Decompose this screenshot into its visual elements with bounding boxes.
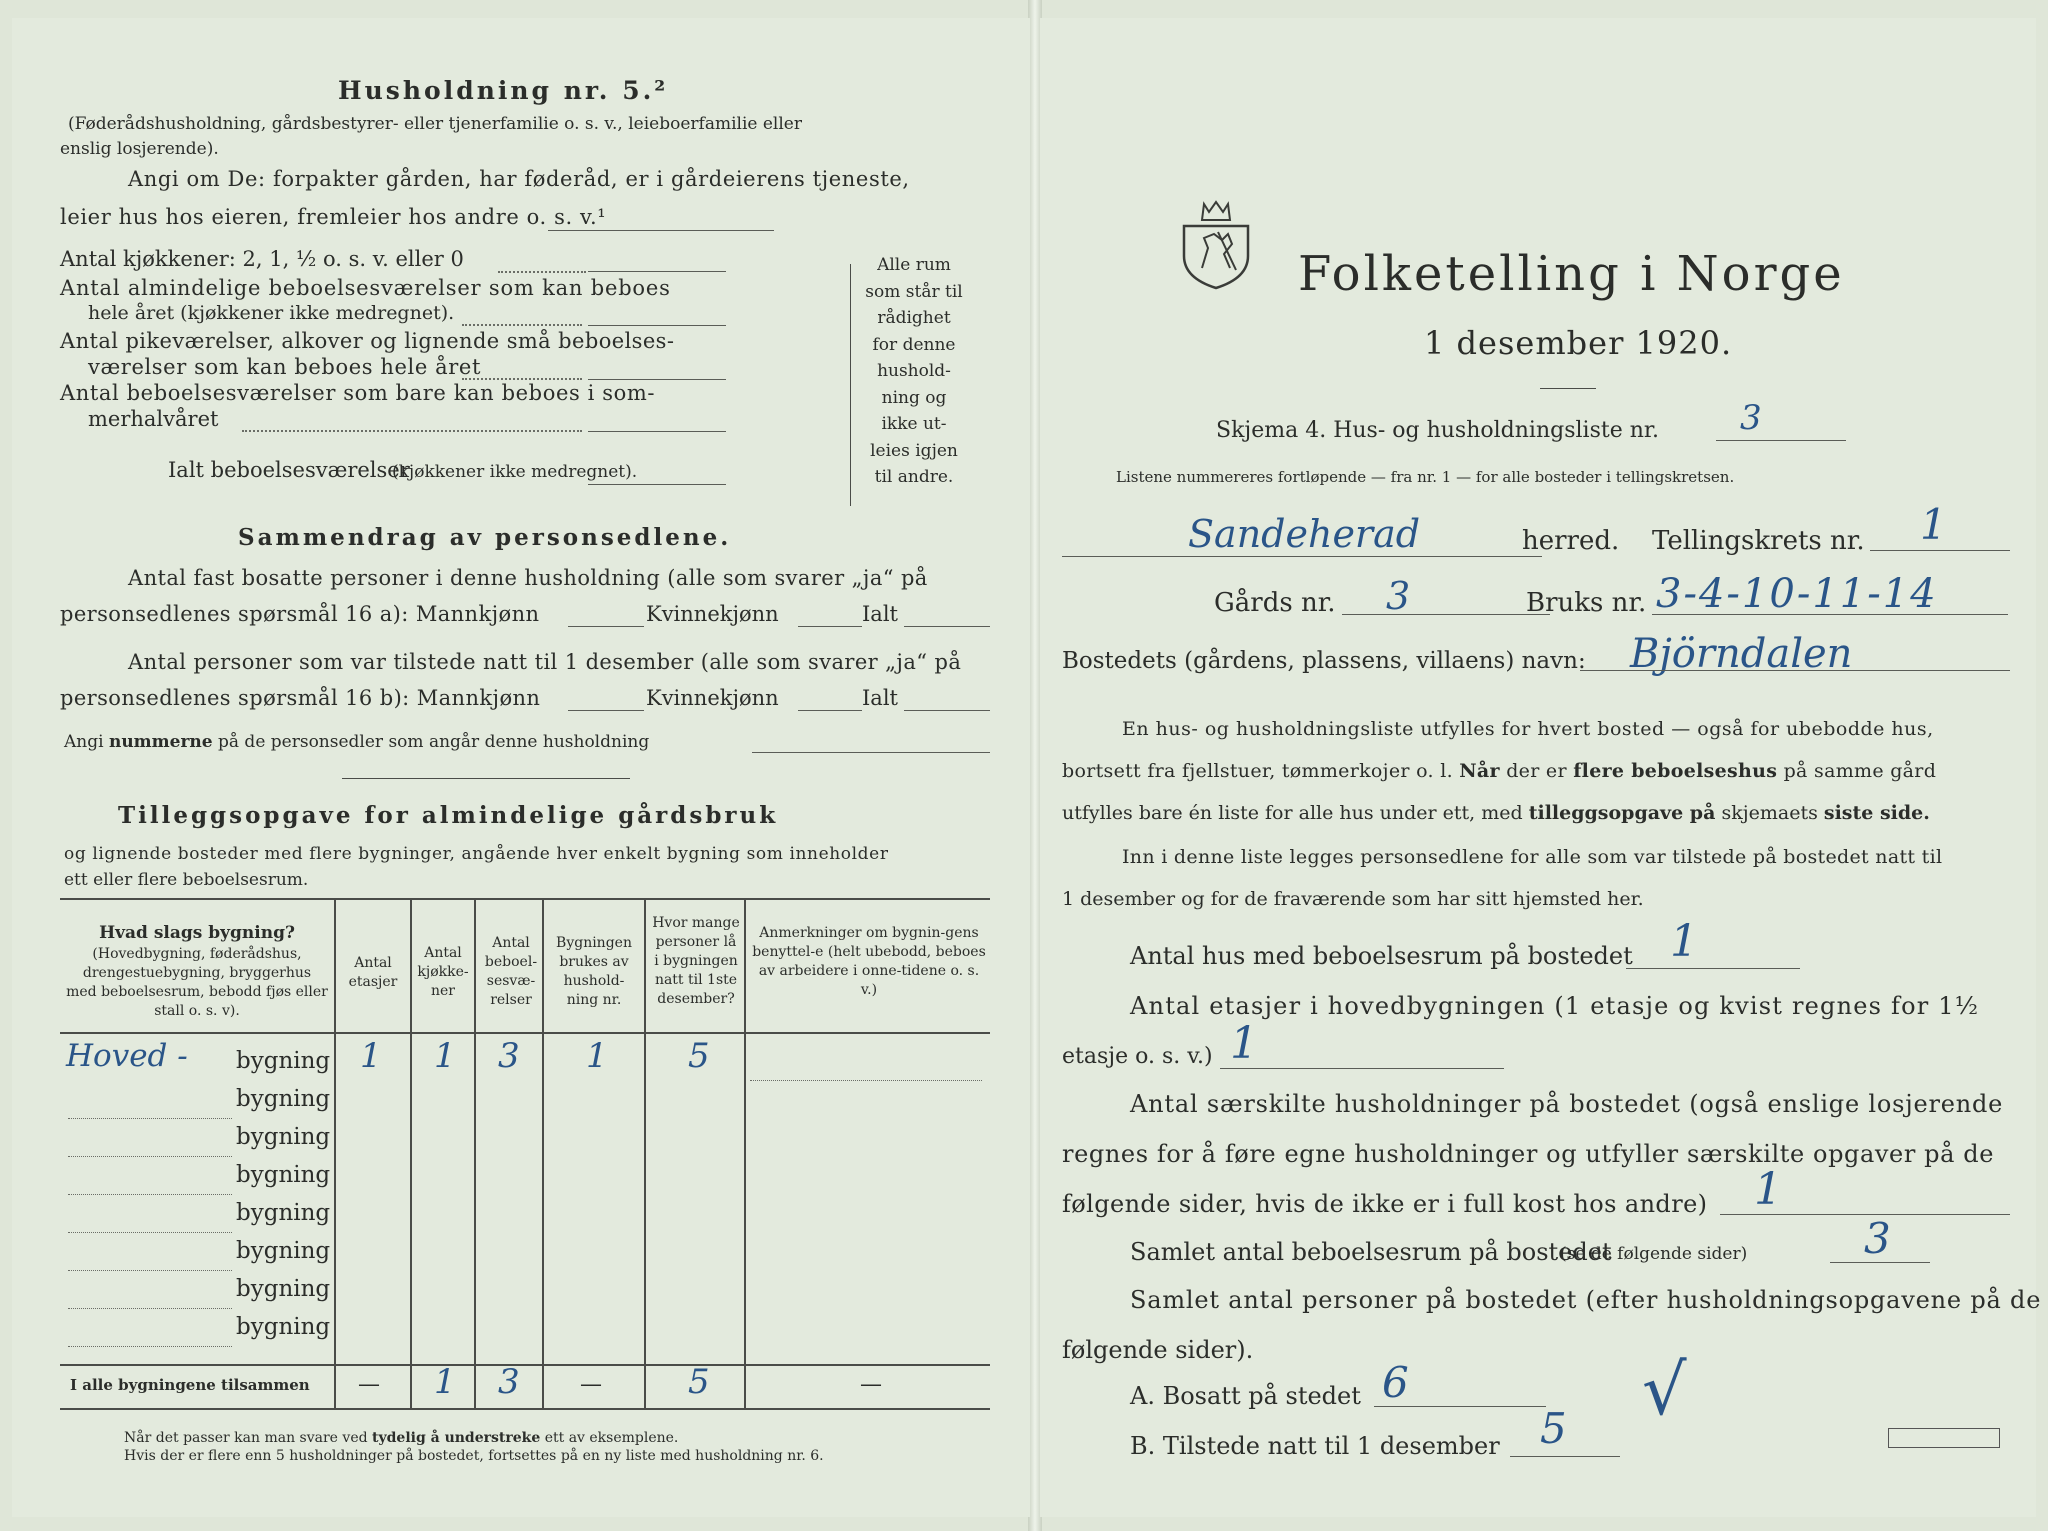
summary-1-total-line bbox=[904, 626, 990, 627]
footnote-1-post: ett av eksemplene. bbox=[544, 1430, 679, 1446]
totals-used-by: — bbox=[580, 1372, 602, 1397]
herred-value: Sandeherad bbox=[1188, 512, 1421, 556]
totals-remarks: — bbox=[860, 1372, 882, 1397]
krets-label: Tellingskrets nr. bbox=[1652, 526, 1865, 556]
rooms-total-right-answer-line bbox=[1830, 1262, 1930, 1263]
row-building-line bbox=[68, 1156, 232, 1157]
bosted-value: Björndalen bbox=[1630, 631, 1853, 677]
numbers-rest: på de personsedler som angår denne husholdning bbox=[218, 732, 650, 752]
table-col-border bbox=[334, 898, 336, 1408]
numbers-line bbox=[64, 732, 649, 752]
summary-2-line-2: personsedlenes spørsmål 16 b): Mannkjønn bbox=[60, 686, 541, 710]
coat-of-arms-icon bbox=[1178, 198, 1254, 290]
totals-floors: — bbox=[358, 1372, 380, 1397]
row-building-line bbox=[68, 1308, 232, 1309]
krets-value: 1 bbox=[1920, 500, 1947, 549]
row-building-line bbox=[68, 1346, 232, 1347]
summary-title: Sammendrag av personsedlene. bbox=[238, 524, 732, 551]
numbers-prefix: Angi bbox=[64, 732, 104, 752]
bruks-value: 3-4-10-11-14 bbox=[1656, 571, 1938, 617]
summary-2-line-1: Antal personer som var tilstede natt til 1 desember (alle som svarer „ja“ på bbox=[128, 650, 962, 674]
row-building-handwritten: Hoved - bbox=[66, 1038, 188, 1074]
angi-answer-line bbox=[548, 230, 774, 231]
present-label: B. Tilstede natt til 1 desember bbox=[1130, 1432, 1500, 1460]
numbers-bold: nummerne bbox=[108, 732, 213, 752]
row-building-line bbox=[68, 1194, 232, 1195]
floors-line-1: Antal etasjer i hovedbygningen (1 etasje og kvist regnes for 1½ bbox=[1130, 992, 1980, 1020]
houses-value: 1 bbox=[1670, 916, 1698, 967]
instruction-2-pre: bortsett fra fjellstuer, tømmerkojer o. l. bbox=[1062, 760, 1453, 782]
row-suffix: bygning bbox=[236, 1124, 331, 1150]
kitchens-dots bbox=[498, 271, 586, 273]
herred-label: herred. bbox=[1522, 526, 1620, 556]
col-header-building-title: Hvad slags bygning? bbox=[99, 923, 295, 943]
row-kitchens: 1 bbox=[434, 1036, 456, 1076]
row-building-line bbox=[68, 1232, 232, 1233]
rooms-c-line-1: Antal beboelsesværelser som bare kan beboes i som- bbox=[60, 381, 656, 405]
rooms-c-answer-line bbox=[588, 431, 726, 432]
table-col-border bbox=[542, 898, 544, 1408]
addendum-line-2: ett eller flere beboelsesrum. bbox=[64, 870, 309, 890]
left-page bbox=[12, 18, 1030, 1517]
instruction-5: 1 desember og for de fraværende som har sitt hjemsted her. bbox=[1062, 888, 1644, 910]
rooms-b-dots bbox=[462, 378, 582, 380]
instruction-2-post: på samme gård bbox=[1783, 760, 1937, 782]
present-value: 5 bbox=[1540, 1404, 1567, 1453]
summary-1-female-line bbox=[798, 626, 862, 627]
household-note-1: (Føderådshusholdning, gårdsbestyrer- eller tjenerfamilie o. s. v., leieboerfamilie eller bbox=[68, 114, 802, 134]
side-note-line: for denne bbox=[872, 334, 956, 355]
rooms-total-answer-line bbox=[588, 484, 726, 485]
check-mark-icon: √ bbox=[1642, 1349, 1687, 1431]
totals-persons: 5 bbox=[688, 1362, 710, 1402]
col-header-floors: Antal etasjer bbox=[348, 955, 398, 990]
row-suffix: bygning bbox=[236, 1314, 331, 1340]
summary-1-female-label: Kvinnekjønn bbox=[646, 602, 779, 626]
households-line-2: regnes for å føre egne husholdninger og utfyller særskilte opgaver på de bbox=[1062, 1140, 1995, 1168]
row-suffix: bygning bbox=[236, 1086, 331, 1112]
households-value: 1 bbox=[1754, 1164, 1782, 1215]
kitchens-answer-line bbox=[588, 271, 726, 272]
right-page bbox=[1040, 18, 2042, 1517]
footnote-1-pre: Når det passer kan man svare ved bbox=[124, 1430, 368, 1446]
table-header-border bbox=[60, 1032, 990, 1034]
footnote-1-bold: tydelig å understreke bbox=[372, 1430, 541, 1446]
row-suffix: bygning bbox=[236, 1238, 331, 1264]
totals-rooms: 3 bbox=[498, 1362, 520, 1402]
addendum-title: Tilleggsopgave for almindelige gårdsbruk bbox=[118, 802, 779, 829]
rooms-b-line-2: værelser som kan beboes hele året bbox=[88, 355, 481, 379]
schema-label: Skjema 4. Hus- og husholdningsliste nr. bbox=[1216, 418, 1659, 443]
listing-note: Listene nummereres fortløpende — fra nr. 1 — for alle bosteder i tellingskretsen. bbox=[1116, 468, 1735, 486]
footnote-2: Hvis der er flere enn 5 husholdninger på bostedet, fortsettes på en ny liste med husholdning nr. 6. bbox=[124, 1448, 824, 1464]
table-totals-border bbox=[60, 1364, 990, 1366]
side-note-line: Alle rum bbox=[877, 255, 951, 275]
table-col-border bbox=[644, 898, 646, 1408]
summary-2-female-line bbox=[798, 710, 862, 711]
schema-value: 3 bbox=[1740, 398, 1762, 438]
summary-2-total-line bbox=[904, 710, 990, 711]
col-header-remarks: Anmerkninger om bygnin-gens benyttel-e (helt ubebodd, beboes av arbeidere i onne-tidene o. s. v.) bbox=[752, 925, 986, 998]
instruction-3 bbox=[1062, 802, 1930, 825]
instruction-3-mid: skjemaets bbox=[1721, 802, 1818, 824]
col-header-rooms: Antal beboel-sesvæ-relser bbox=[484, 935, 538, 1008]
instruction-2 bbox=[1062, 760, 1936, 783]
row-suffix: bygning bbox=[236, 1276, 331, 1302]
addendum-line-1: og lignende bosteder med flere bygninger, angående hver enkelt bygning som inneholder bbox=[64, 844, 889, 864]
rooms-b-line-1: Antal pikeværelser, alkover og lignende små beboelses- bbox=[60, 329, 675, 353]
side-note-line: som står til bbox=[865, 281, 963, 302]
census-title: Folketelling i Norge bbox=[1298, 246, 1845, 302]
summary-1-line-1: Antal fast bosatte personer i denne husholdning (alle som svarer „ja“ på bbox=[128, 566, 928, 590]
row-suffix: bygning bbox=[236, 1162, 331, 1188]
census-date: 1 desember 1920. bbox=[1424, 324, 1733, 362]
rooms-a-answer-line bbox=[588, 325, 726, 326]
instruction-3-bold-1: tilleggsopgave på bbox=[1528, 802, 1716, 824]
side-brace bbox=[850, 264, 851, 506]
col-header-building bbox=[66, 922, 328, 1021]
footnote-1 bbox=[124, 1430, 678, 1447]
section-divider bbox=[342, 778, 630, 779]
side-note-line: ikke ut- bbox=[881, 414, 947, 434]
table-col-border bbox=[410, 898, 412, 1408]
summary-2-female-label: Kvinnekjønn bbox=[646, 686, 779, 710]
present-answer-line bbox=[1510, 1456, 1620, 1457]
floors-line-2: etasje o. s. v.) bbox=[1062, 1044, 1213, 1069]
numbers-answer-line bbox=[752, 752, 990, 753]
floors-value: 1 bbox=[1230, 1018, 1258, 1069]
herred-answer-line bbox=[1062, 556, 1542, 557]
summary-1-line-2: personsedlenes spørsmål 16 a): Mannkjønn bbox=[60, 602, 540, 626]
title-divider bbox=[1540, 388, 1596, 389]
totals-kitchens: 1 bbox=[434, 1362, 456, 1402]
household-note-2: enslig losjerende). bbox=[60, 139, 219, 159]
persons-line-1: Samlet antal personer på bostedet (efter husholdningsopgavene på de bbox=[1130, 1286, 2042, 1314]
col-header-kitchens: Antal kjøkke-ner bbox=[417, 945, 469, 999]
instruction-2-bold-2: flere beboelseshus bbox=[1573, 760, 1778, 782]
rooms-total-right-note: (se de følgende sider) bbox=[1560, 1244, 1748, 1264]
instruction-3-bold-2: siste side. bbox=[1823, 802, 1930, 824]
summary-1-male-line bbox=[568, 626, 644, 627]
side-note-line: ning og bbox=[881, 387, 947, 408]
side-note-line: hushold- bbox=[877, 361, 951, 381]
households-line-3: følgende sider, hvis de ikke er i full kost hos andre) bbox=[1062, 1190, 1708, 1218]
row-used-by: 1 bbox=[586, 1036, 608, 1076]
row-persons: 5 bbox=[688, 1036, 710, 1076]
angi-line-2: leier hus hos eieren, fremleier hos andre o. s. v.¹ bbox=[60, 205, 607, 229]
printer-stamp bbox=[1888, 1428, 2000, 1448]
resident-value: 6 bbox=[1382, 1358, 1409, 1407]
side-note-line: leies igjen bbox=[870, 440, 958, 461]
instruction-2-bold-1: Når bbox=[1459, 760, 1500, 782]
row-suffix: bygning bbox=[236, 1200, 331, 1226]
rooms-c-line-2: merhalvåret bbox=[88, 407, 219, 431]
resident-label: A. Bosatt på stedet bbox=[1130, 1382, 1361, 1410]
side-note-line: til andre. bbox=[874, 467, 954, 487]
rooms-total-right-value: 3 bbox=[1864, 1214, 1891, 1263]
rooms-b-answer-line bbox=[588, 379, 726, 380]
rooms-a-line-1: Antal almindelige beboelsesværelser som kan beboes bbox=[60, 276, 671, 300]
rooms-a-line-2: hele året (kjøkkener ikke medregnet). bbox=[88, 302, 455, 324]
persons-line-2: følgende sider). bbox=[1062, 1336, 1254, 1364]
households-line-1: Antal særskilte husholdninger på bostedet (også enslige losjerende bbox=[1130, 1090, 2004, 1118]
table-col-border bbox=[744, 898, 746, 1408]
row-suffix: bygning bbox=[236, 1048, 331, 1074]
bruks-label: Bruks nr. bbox=[1526, 588, 1647, 618]
rooms-total-right-label: Samlet antal beboelsesrum på bostedet bbox=[1130, 1238, 1612, 1266]
row-rooms: 3 bbox=[498, 1036, 520, 1076]
gards-value: 3 bbox=[1386, 574, 1411, 618]
gards-label: Gårds nr. bbox=[1214, 588, 1336, 618]
instruction-3-pre: utfylles bare én liste for alle hus under ett, med bbox=[1062, 802, 1523, 824]
angi-line-1: Angi om De: forpakter gården, har føderåd, er i gårdeierens tjeneste, bbox=[128, 167, 910, 191]
row-building-line bbox=[68, 1118, 232, 1119]
krets-answer-line bbox=[1870, 550, 2010, 551]
col-header-building-desc: (Hovedbygning, føderådshus, drengestuebygning, bryggerhus med beboelsesrum, bebodd fjøs eller stall o. s. v). bbox=[66, 945, 328, 1019]
row-floors: 1 bbox=[360, 1036, 382, 1076]
table-col-border bbox=[474, 898, 476, 1408]
row-building-line bbox=[68, 1270, 232, 1271]
floors-answer-line bbox=[1220, 1068, 1504, 1069]
summary-2-male-line bbox=[568, 710, 644, 711]
rooms-c-dots bbox=[242, 430, 582, 432]
instruction-4: Inn i denne liste legges personsedlene for alle som var tilstede på bostedet natt til bbox=[1122, 846, 1943, 868]
houses-label: Antal hus med beboelsesrum på bostedet bbox=[1130, 942, 1633, 970]
bosted-label: Bostedets (gårdens, plassens, villaens) navn: bbox=[1062, 648, 1586, 674]
table-top-border bbox=[60, 898, 990, 900]
kitchens-label: Antal kjøkkener: 2, 1, ½ o. s. v. eller 0 bbox=[60, 247, 464, 271]
totals-label: I alle bygningene tilsammen bbox=[70, 1376, 310, 1394]
side-note-line: rådighet bbox=[877, 308, 951, 328]
summary-1-total-label: Ialt bbox=[862, 602, 898, 626]
schema-answer-line bbox=[1716, 440, 1846, 441]
household-title: Husholdning nr. 5.² bbox=[338, 76, 669, 105]
gards-answer-line bbox=[1342, 614, 1550, 615]
rooms-a-dots bbox=[462, 324, 582, 326]
col-header-used-by: Bygningen brukes av hushold-ning nr. bbox=[556, 935, 632, 1008]
rooms-total-note: (kjøkkener ikke medregnet). bbox=[392, 462, 638, 482]
table-bottom-border bbox=[60, 1408, 990, 1410]
bruks-answer-line bbox=[1652, 614, 2008, 615]
summary-2-total-label: Ialt bbox=[862, 686, 898, 710]
rooms-total-label: Ialt beboelsesværelser bbox=[168, 458, 410, 482]
resident-answer-line bbox=[1374, 1406, 1546, 1407]
instruction-1: En hus- og husholdningsliste utfylles for hvert bosted — også for ubebodde hus, bbox=[1122, 718, 1934, 740]
bosted-answer-line bbox=[1580, 670, 2010, 671]
instruction-2-mid: der er bbox=[1506, 760, 1567, 782]
row-remarks-line bbox=[750, 1080, 982, 1081]
side-note bbox=[864, 252, 964, 491]
houses-answer-line bbox=[1626, 968, 1800, 969]
col-header-persons: Hvor mange personer lå i bygningen natt til 1ste desember? bbox=[652, 915, 740, 1007]
